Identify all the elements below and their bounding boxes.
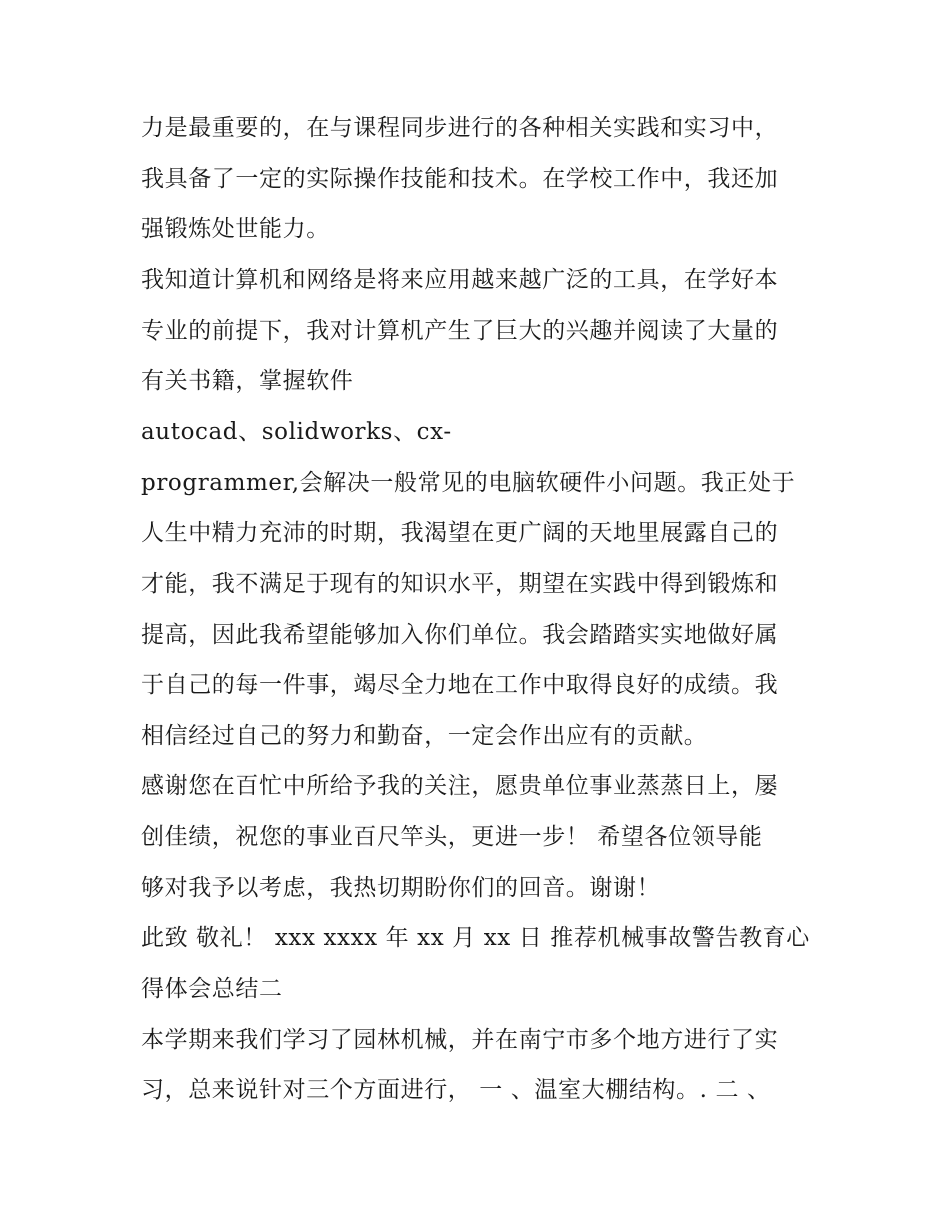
text-line: 得体会总结二 [141,976,283,1002]
text-line: programmer,会解决一般常见的电脑软硬件小问题。我正处于 [141,470,796,496]
text-line: 强锻炼处世能力。 [141,216,330,242]
text-line: 感谢您在百忙中所给予我的关注，愿贵单位事业蒸蒸日上，屡 [141,773,779,799]
text-line: 相信经过自己的努力和勤奋，一定会作出应有的贡献。 [141,723,708,749]
text-line: 够对我予以考虑，我热切期盼你们的回音。谢谢！ [141,875,661,901]
text-line: 有关书籍，掌握软件 [141,368,354,394]
text-line: 提高，因此我希望能够加入你们单位。我会踏踏实实地做好属 [141,622,779,648]
text-line: 才能，我不满足于现有的知识水平，期望在实践中得到锻炼和 [141,571,779,597]
text-line: 本学期来我们学习了园林机械，并在南宁市多个地方进行了实 [141,1027,779,1053]
text-line: 于自己的每一件事，竭尽全力地在工作中取得良好的成绩。我 [141,672,779,698]
text-line: 习，总来说针对三个方面进行， 一 、温室大棚结构。. 二 、 [141,1077,771,1103]
text-line: 我具备了一定的实际操作技能和技术。在学校工作中，我还加 [141,166,779,192]
text-line: 人生中精力充沛的时期，我渴望在更广阔的天地里展露自己的 [141,520,779,546]
text-line: 力是最重要的，在与课程同步进行的各种相关实践和实习中， [141,115,779,141]
text-line: autocad、solidworks、cx- [141,419,452,445]
text-line: 我知道计算机和网络是将来应用越来越广泛的工具，在学好本 [141,267,779,293]
text-line: 此致 敬礼！ xxx xxxx 年 xx 月 xx 日 推荐机械事故警告教育心 [141,925,810,951]
text-line: 创佳绩，祝您的事业百尺竿头，更进一步！ 希望各位领导能 [141,824,763,850]
text-line: 专业的前提下，我对计算机产生了巨大的兴趣并阅读了大量的 [141,318,779,344]
